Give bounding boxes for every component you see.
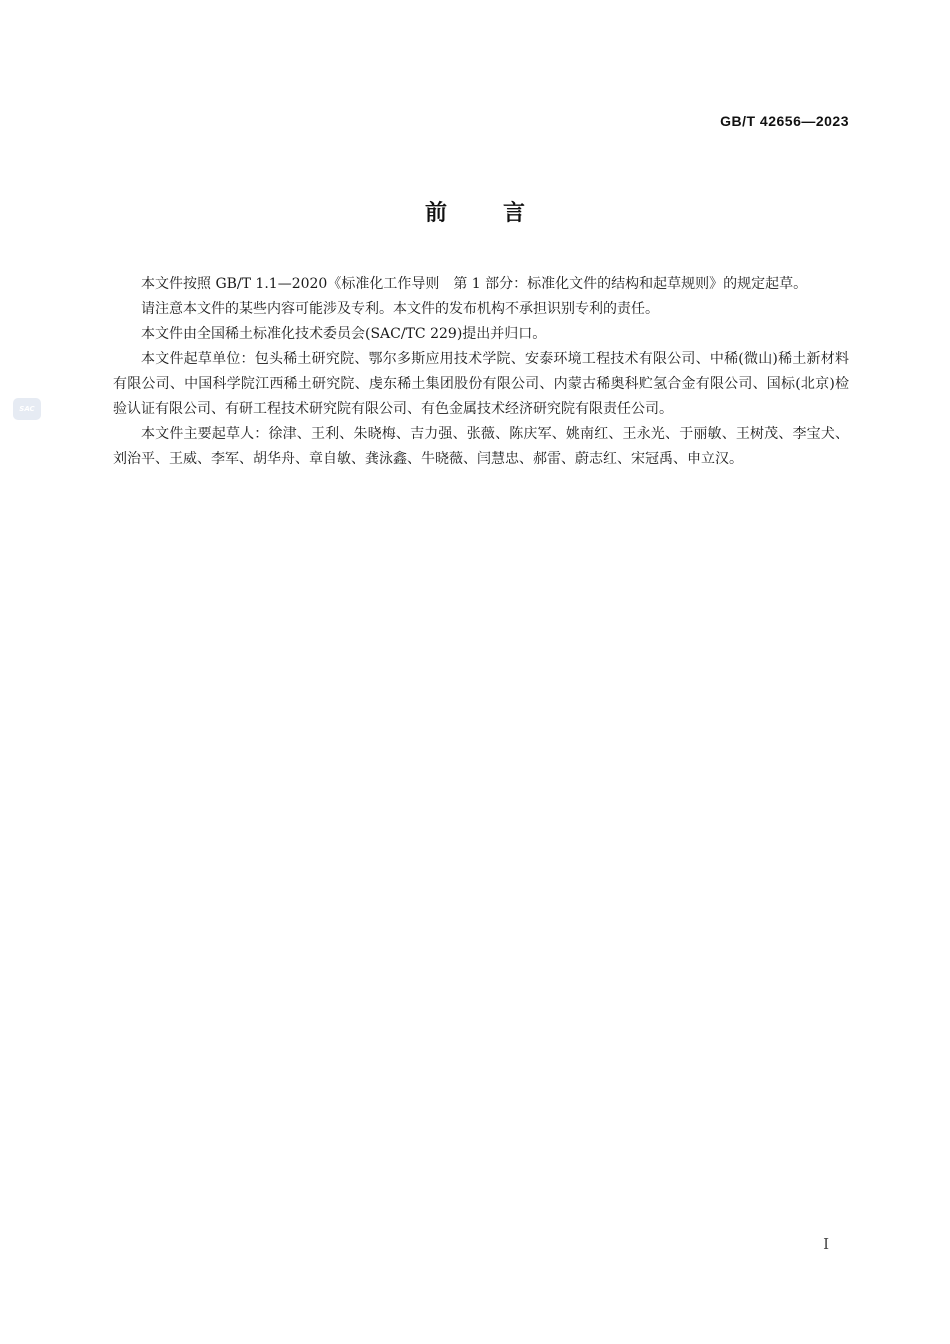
- paragraph-drafters: 本文件主要起草人：徐津、王利、朱晓梅、吉力强、张薇、陈庆军、姚南红、王永光、于丽敏、王树茂、李宝犬、刘治平、王威、李军、胡华舟、章自敏、龚泳鑫、牛晓薇、闫慧忠、郝雷、蔚志红、宋冠禹、申立汉。: [113, 426, 849, 467]
- paragraph-patent-notice: 请注意本文件的某些内容可能涉及专利。本文件的发布机构不承担识别专利的责任。: [141, 301, 659, 317]
- standard-code: GB/T 42656—2023: [720, 113, 849, 129]
- paragraph-drafting-units: 本文件起草单位：包头稀土研究院、鄂尔多斯应用技术学院、安泰环境工程技术有限公司、中稀(微山)稀土新材料有限公司、中国科学院江西稀土研究院、虔东稀土集团股份有限公司、内蒙古稀奥科贮氢合金有限公司、国标(北京)检验认证有限公司、有研工程技术研究院有限公司、有色金属技术经济研究院有限责任公司。: [113, 351, 849, 417]
- page-number: I: [823, 1235, 829, 1253]
- watermark-text: SAC: [19, 405, 35, 413]
- foreword-body: [113, 272, 849, 472]
- page-title: 前言: [424, 201, 581, 226]
- paragraph-drafting-rules: 本文件按照 GB/T 1.1—2020《标准化工作导则 第 1 部分：标准化文件的结构和起草规则》的规定起草。: [141, 276, 808, 292]
- paragraph-proposer: 本文件由全国稀土标准化技术委员会(SAC/TC 229)提出并归口。: [141, 326, 547, 342]
- sac-logo-watermark: [13, 398, 41, 420]
